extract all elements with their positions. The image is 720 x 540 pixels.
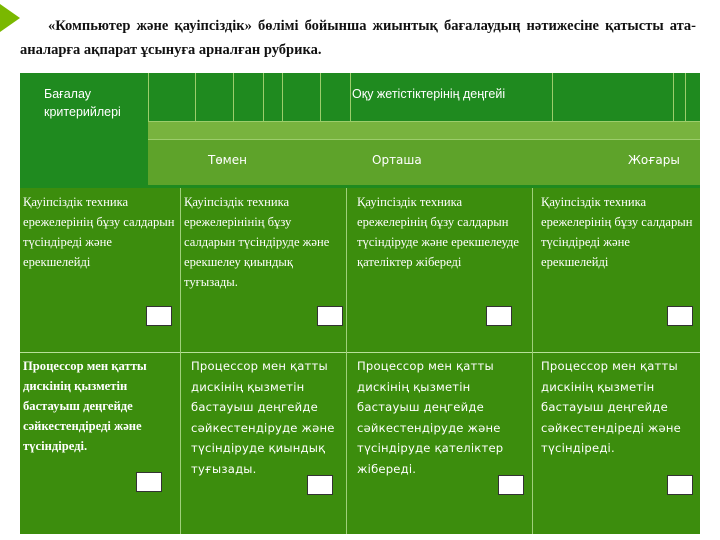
criteria-header: Бағалау критерийлері: [44, 87, 121, 119]
table-row: [20, 188, 700, 352]
high-cell: [532, 188, 700, 352]
high-cell: [532, 352, 700, 534]
level-low: Төмен: [208, 153, 247, 167]
slide-bullet-arrow: [0, 4, 20, 32]
low-text: Қауіпсіздік техника ережелерінінің бұзу салдарын түсіндіруде және ерекшелеу қиындық туғызады.: [184, 195, 330, 289]
level-medium: Орташа: [372, 153, 422, 167]
checkbox[interactable]: [486, 306, 512, 326]
high-text: Қауіпсіздік техника ережелерінің бұзу салдарын түсіндіреді және ерекшелейді: [541, 195, 693, 269]
checkbox[interactable]: [317, 306, 343, 326]
table-header: [20, 73, 700, 188]
checkbox[interactable]: [146, 306, 172, 326]
medium-text: Процессор мен қатты дискінің қызметін бастауыш деңгейде сәйкестендіруде және түсіндіруде қателіктер жібереді.: [357, 359, 504, 476]
criterion-cell: [20, 188, 180, 352]
medium-cell: [346, 188, 532, 352]
levels-header: Оқу жетістіктерінің деңгейі: [352, 87, 506, 101]
low-text: Процессор мен қатты дискінің қызметін бастауыш деңгейде сәйкестендіруде және түсіндіруде қиындық туғызады.: [191, 359, 335, 476]
checkbox[interactable]: [667, 475, 693, 495]
header-band: [148, 121, 700, 139]
table-row: [20, 352, 700, 534]
checkbox[interactable]: [307, 475, 333, 495]
checkbox[interactable]: [136, 472, 162, 492]
criterion-text: Қауіпсіздік техника ережелерінің бұзу салдарын түсіндіреді және ерекшелейді: [23, 195, 175, 269]
medium-cell: [346, 352, 532, 534]
level-high: Жоғары: [628, 153, 680, 167]
table-body: [20, 188, 700, 534]
checkbox[interactable]: [667, 306, 693, 326]
rubric-table: [20, 73, 700, 534]
criterion-text: Процессор мен қатты дискінің қызметін бастауыш деңгейде сәйкестендіреді және түсіндіреді.: [23, 359, 147, 453]
page-title: «Компьютер және қауіпсіздік» бөлімі бойынша жиынтық бағалаудың нәтижесіне қатысты ата-аналарға ақпарат ұсынуға арналған рубрика.: [20, 18, 696, 58]
checkbox[interactable]: [498, 475, 524, 495]
low-cell: [180, 188, 346, 352]
high-text: Процессор мен қатты дискінің қызметін бастауыш деңгейде сәйкестендіреді және түсіндіреді.: [541, 359, 681, 455]
low-cell: [180, 352, 346, 534]
criterion-cell: [20, 352, 180, 534]
medium-text: Қауіпсіздік техника ережелерінің бұзу салдарын түсіндіруде және ерекшелеуде қателіктер жібереді: [357, 195, 520, 269]
